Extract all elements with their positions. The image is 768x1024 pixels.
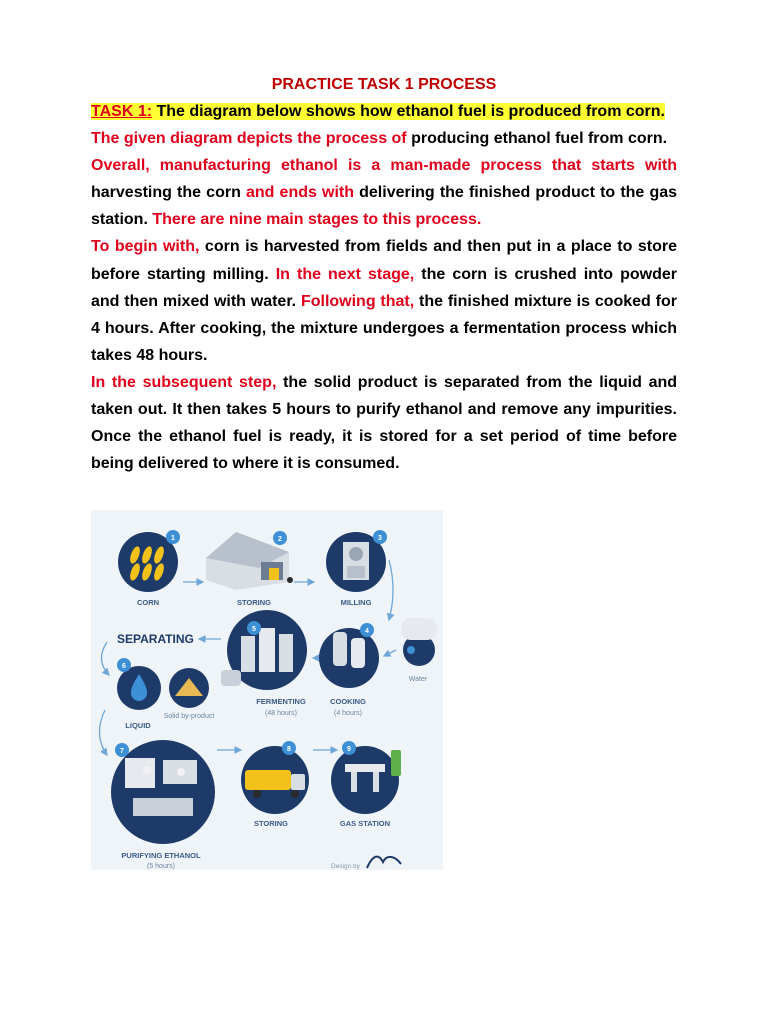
label-purifying: PURIFYING ETHANOL xyxy=(121,851,201,860)
task-line xyxy=(91,98,677,125)
phrase-black: the finished mixture is cooked for 4 hours. After cooking, the mixture undergoes a fermentation process which takes 48 hours. xyxy=(91,292,677,364)
stage-milling xyxy=(326,530,387,607)
page-title: PRACTICE TASK 1 PROCESS xyxy=(271,76,497,93)
stage-purifying xyxy=(111,740,215,870)
stage-cooking xyxy=(319,623,379,717)
paragraph-details-2 xyxy=(91,369,677,477)
stage-corn xyxy=(118,530,180,607)
stage-number: 2 xyxy=(278,536,282,543)
stage-number: 1 xyxy=(171,535,175,542)
stage-storing-1 xyxy=(206,531,293,607)
stage-fermenting xyxy=(221,610,307,717)
label-storing-1: STORING xyxy=(236,598,272,607)
stage-number: 7 xyxy=(120,748,124,755)
label-milling: MILLING xyxy=(340,598,372,607)
stage-number: 5 xyxy=(252,626,256,633)
label-cooking-time: (4 hours) xyxy=(333,710,363,717)
paragraph-overview xyxy=(91,152,677,233)
phrase-black: producing ethanol fuel from corn. xyxy=(406,130,668,148)
label-storing-2: STORING xyxy=(253,819,289,828)
task-text: The diagram below shows how ethanol fuel is produced from corn. xyxy=(152,103,665,120)
phrase-red: In the subsequent step, xyxy=(91,373,277,391)
stage-gas-station xyxy=(331,741,401,828)
phrase-red: Overall, manufacturing ethanol is a man-made process that starts with xyxy=(91,157,677,175)
phrase-black: delivering the finished product to the gas station. xyxy=(91,184,678,229)
phrase-red: and ends with xyxy=(245,184,354,202)
label-corn: CORN xyxy=(136,598,160,607)
phrase-red: In the next stage, xyxy=(275,265,415,283)
stage-solid xyxy=(164,668,215,720)
phrase-red: To begin with, xyxy=(91,238,200,256)
phrase-black: the corn is crushed into powder and then mixed with water. xyxy=(91,265,678,310)
process-diagram-svg xyxy=(91,510,443,870)
label-separating: SEPARATING xyxy=(117,632,194,646)
stage-number: 4 xyxy=(365,628,369,635)
phrase-black: the solid product is separated from the liquid and taken out. It then takes 5 hours to purify ethanol and remove any impurities. Once the ethanol fuel is ready, it is stored for a set period of time before being delivered to where it is consumed. xyxy=(91,373,678,473)
stage-number: 6 xyxy=(122,663,126,670)
label-fermenting: FERMENTING xyxy=(256,697,306,706)
label-fermenting-time: (48 hours) xyxy=(265,710,297,717)
process-diagram xyxy=(91,510,443,870)
label-solid: Solid by-product xyxy=(163,713,215,720)
design-credit: Design by xyxy=(331,863,360,870)
stage-liquid xyxy=(117,658,161,730)
task-highlight xyxy=(91,103,665,120)
phrase-black: harvesting the corn xyxy=(91,184,246,202)
label-cooking: COOKING xyxy=(330,697,366,706)
label-purifying-time: (5 hours) xyxy=(146,863,176,870)
phrase-black: corn is harvested from fields and then put in a place to store before starting milling. xyxy=(91,238,678,283)
label-liquid: LIQUID xyxy=(125,721,151,730)
stage-storing-2 xyxy=(241,741,309,828)
stage-number: 9 xyxy=(347,746,351,753)
stage-water xyxy=(401,618,437,683)
essay-body xyxy=(91,98,677,477)
phrase-red: There are nine main stages to this process. xyxy=(152,211,482,229)
paragraph-details-1 xyxy=(91,233,677,368)
label-water: Water xyxy=(408,676,428,683)
label-gas-station: GAS STATION xyxy=(339,819,391,828)
stage-number: 8 xyxy=(287,746,291,753)
paragraph-intro xyxy=(91,125,677,152)
phrase-red: Following that, xyxy=(300,292,415,310)
designer-logo xyxy=(367,857,401,868)
stage-number: 3 xyxy=(378,535,382,542)
phrase-red: The given diagram depicts the process of xyxy=(91,130,407,148)
task-label: TASK 1: xyxy=(91,103,153,120)
